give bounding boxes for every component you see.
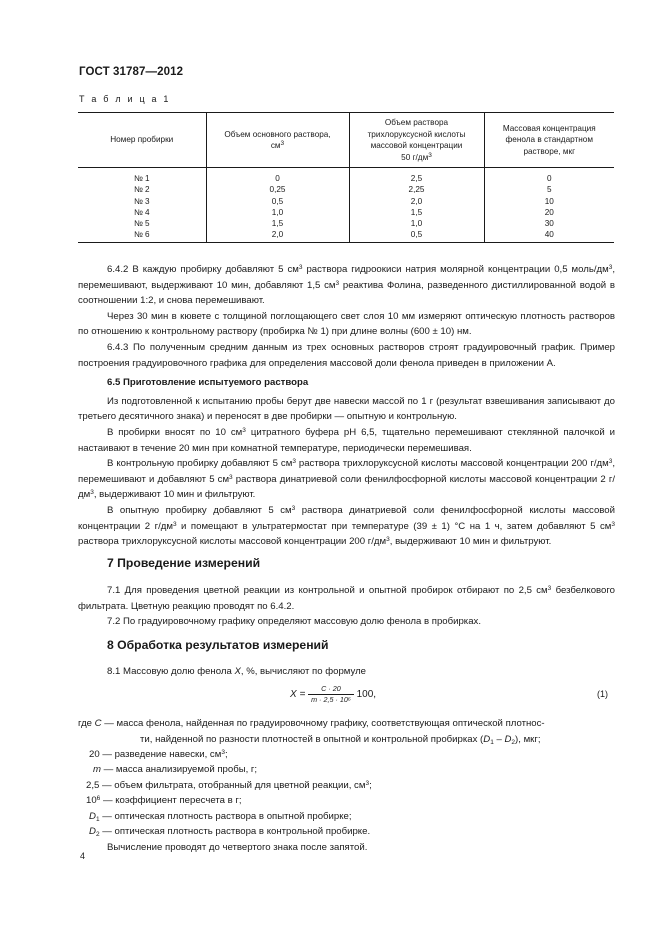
table-cell: 0 [206,168,349,185]
table-cell: 20 [484,207,614,218]
definition-10-6: $10^6$ — коэффициент пересчета в г; [86,795,242,806]
table-row [78,168,614,185]
section-8-heading: 8 Обработка результатов измерений [107,638,329,652]
table-cell: 0,5 [206,196,349,207]
table-cell: 40 [484,229,614,242]
table-cell: 2,5 [349,168,484,185]
table-cell: № 1 [133,174,150,183]
definition-c: где C — масса фенола, найденная по градуировочному графику, соответствующая оптической плотнос- ти, найденной по разности плотностей в опытной и контрольной пробирках $(D_1 - D_2)$, мкг; [78,718,545,746]
table-cell: 0,25 [206,184,349,195]
table-row [78,207,614,218]
table-cell: № 4 [133,207,150,217]
paragraph-8-1: 8.1 Массовую долю фенола X, %, вычисляют по формуле [107,666,367,677]
table-cell: 1,5 [206,218,349,229]
heading-6-5: 6.5 Приготовление испытуемого раствора [107,377,309,389]
table-cell: 30 [484,218,614,229]
formula-denominator: m · 2,5 · 10⁶ [311,695,351,704]
table-cell: 0 [484,168,614,185]
paragraph-6-5-d: В опытную пробирку добавляют 5 $см^3$ раствора динатриевой соли фенилфосфорной кислоты массовой концентрации 2 $г/дм^3$ и помещают в ультратермостат при температуре (39 ± 1) °С на 1 ч, затем добавляют 5 $см^3$ раствора трихлоруксусной кислоты массовой концентрации 200 $г/дм^3$, выдерживают 10 мин и фильтруют. [78,504,616,548]
table-row [78,184,614,195]
paragraph-6-4-3: 6.4.3 По полученным средним данным из трех основных растворов строят градуировочный график. Пример построения градуировочного графика для определения массовой доли фенола приведен в приложении А. [78,341,615,369]
section-7-text [78,583,615,630]
table-1 [78,112,614,243]
document-header: ГОСТ 31787—2012 [79,66,184,78]
definition-d2: $D_2$ — оптическая плотность раствора в контрольной пробирке. [89,826,371,838]
paragraph-6-4-2: 6.4.2 В каждую пробирку добавляют 5 $см^3$ раствора гидроокиси натрия молярной концентрации 0,5 моль/$дм^3$, перемешивают, выдерживают 10 мин, добавляют 1,5 $см^3$ реактива Фолина, разведенного дистиллированной водой в соотношении 1:2, и снова перемешивают. [78,264,615,307]
table-header-row [78,113,614,168]
table-cell: № 3 [133,196,150,206]
table-cell: 10 [484,196,614,207]
formula-1 [290,684,376,705]
table-cell: № 2 [133,185,150,195]
table-header-cell: Массовая концентрация фенола в стандартном растворе, мкг [484,113,614,168]
section-7-heading: 7 Проведение измерений [107,556,261,570]
section-8-text [78,664,615,680]
table-cell: 2,0 [349,196,484,207]
table-cell: 1,0 [349,218,484,229]
definition-d1: $D_1$ — оптическая плотность раствора в опытной пробирке; [89,811,352,823]
formula-lhs: X = [290,689,306,701]
paragraph-6-5-a: Из подготовленной к испытанию пробы берут две навески массой по 1 г (результат взвешивания записывают до третьего десятичного знака) и переносят в две пробирки — опытную и контрольную. [78,395,615,423]
table-header-cell: Объем раствора трихлоруксусной кислоты массовой концентрации 50 $г/дм^3$ [349,113,484,168]
table-header-cell: Объем основного раствора, $см^3$ [206,113,349,168]
table-header-cell: Номер пробирки [78,113,206,168]
definition-2-5: 2,5 — объем фильтрата, отобранный для цветной реакции, $см^3$; [86,780,372,791]
table-caption: Т а б л и ц а 1 [79,94,171,104]
paragraph-6-5-c: В контрольную пробирку добавляют 5 $см^3$ раствора трихлоруксусной кислоты массовой концентрации 200 $г/дм^3$, перемешивают и добавляют 5 $см^3$ раствора динатриевой соли фенилфосфорной кислоты массовой концентрации 2 $г/дм^3$, выдерживают 10 мин и фильтруют. [78,458,615,501]
paragraph-7-2: 7.2 По градуировочному графику определяют массовую долю фенола в пробирках. [107,616,482,628]
table-cell: № 6 [78,229,206,242]
definition-m: m — масса анализируемой пробы, г; [93,764,258,775]
paragraph-6-5-b: В пробирки вносят по 10 $см^3$ цитратного буфера рН 6,5, тщательно перемешивают стеклянной палочкой и настаивают в течение 20 мин при комнатной температуре, периодически перемешивая. [78,426,615,454]
table-row [78,218,614,229]
table-cell: 1,5 [349,207,484,218]
table-cell: 2,0 [206,229,349,242]
paragraph-6-4-2-b: Через 30 мин в кювете с толщиной поглощающего свет слоя 10 мм измеряют оптическую плотность растворов по отношению к контрольному раствору (пробирка № 1) при длине волны (600 ± 10) нм. [78,310,615,338]
table-row [78,229,614,242]
page-number: 4 [80,851,86,861]
paragraph-7-1: 7.1 Для проведения цветной реакции из контрольной и опытной пробирок отбирают по 2,5 $см^3$ безбелкового фильтрата. Цветную реакцию проводят по 6.4.2. [78,585,615,612]
definition-20: 20 — разведение навески, $см^3$; [89,749,228,760]
table-cell: 2,25 [349,184,484,195]
table-cell: № 5 [133,219,150,229]
formula-number: (1) [597,689,608,699]
formula-tail: 100, [356,689,377,701]
table-cell: 0,5 [349,229,484,242]
table-cell: 5 [484,184,614,195]
formula-numerator: C · 20 [308,684,354,695]
formula-fraction [308,684,354,705]
table-cell: 1,0 [206,207,349,218]
table-row [78,196,614,207]
definition-last: Вычисление проводят до четвертого знака после запятой. [107,842,368,853]
section-6-text [78,262,615,550]
